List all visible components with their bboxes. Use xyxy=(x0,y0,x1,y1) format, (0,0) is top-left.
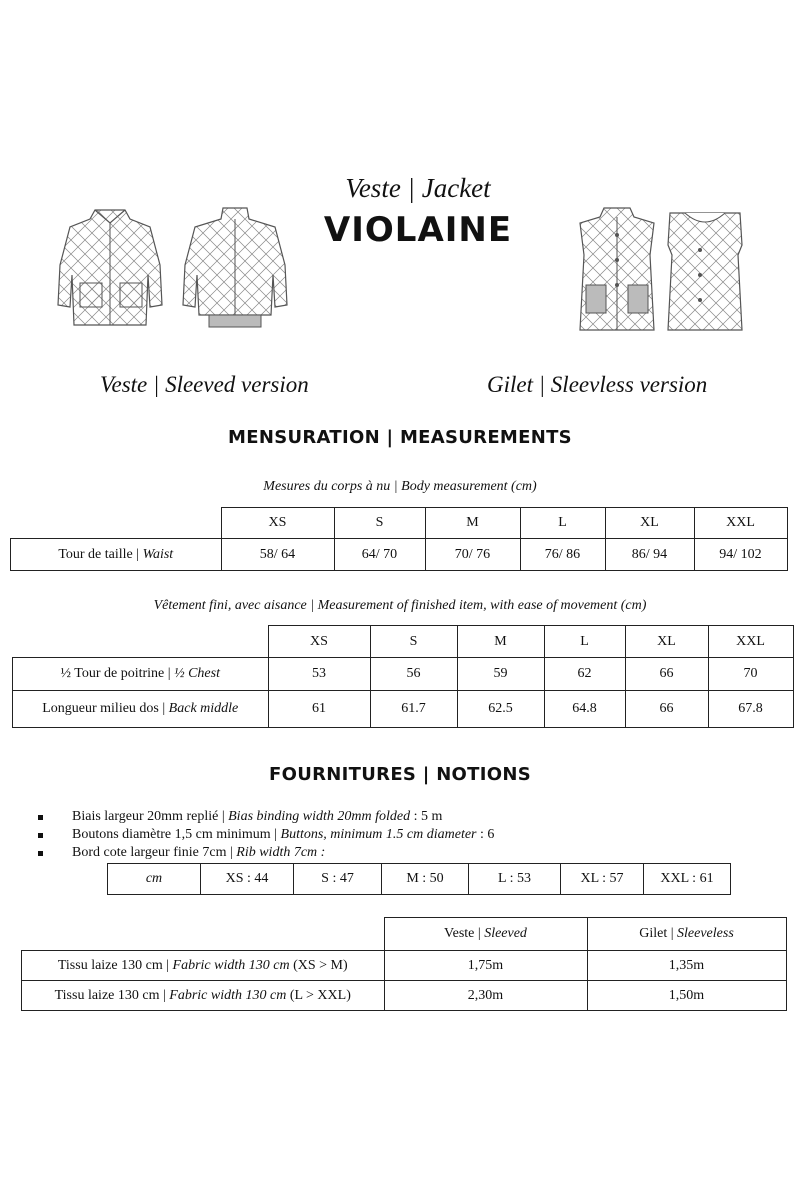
rib-length-table xyxy=(107,863,731,895)
table-corner xyxy=(13,626,269,658)
cell-value: 1,35m xyxy=(587,951,786,981)
cell-value: 70/ 76 xyxy=(425,539,520,571)
cell-value: 94/ 102 xyxy=(694,539,787,571)
size-header: XL xyxy=(605,508,694,539)
fabric-table xyxy=(21,917,787,1011)
size-header: XS xyxy=(268,626,370,658)
size-header: XS xyxy=(221,508,334,539)
cell-value: 56 xyxy=(370,658,457,691)
sleeveless-gilet-front-illustration xyxy=(572,205,662,335)
cell-value: 64.8 xyxy=(544,691,625,728)
table-row xyxy=(13,658,794,691)
cell-value: 1,75m xyxy=(384,951,587,981)
table-corner xyxy=(22,918,385,951)
row-label: Tissu laize 130 cm | Fabric width 130 cm (XS > M) xyxy=(22,951,385,981)
cell-value: 58/ 64 xyxy=(221,539,334,571)
table-row xyxy=(22,981,787,1011)
cell-value: 76/ 86 xyxy=(520,539,605,571)
cell-value: 1,50m xyxy=(587,981,786,1011)
cell-value: 66 xyxy=(625,691,708,728)
fabric-header-sleeved: Veste | Sleeved xyxy=(384,918,587,951)
table-row xyxy=(22,951,787,981)
size-header: S xyxy=(334,508,425,539)
size-header: XXL xyxy=(694,508,787,539)
cell-value: 67.8 xyxy=(708,691,793,728)
size-header: M xyxy=(457,626,544,658)
cell-value: L : 53 xyxy=(469,864,561,895)
sleeved-jacket-front-illustration xyxy=(50,205,170,330)
table-row xyxy=(13,691,794,728)
cell-value: 64/ 70 xyxy=(334,539,425,571)
cell-value: S : 47 xyxy=(294,864,382,895)
notions-heading: FOURNITURES | NOTIONS xyxy=(269,764,531,785)
cell-value: 66 xyxy=(625,658,708,691)
row-label: Longueur milieu dos | Back middle xyxy=(13,691,269,728)
cell-value: XXL : 61 xyxy=(644,864,731,895)
fabric-header-sleeveless: Gilet | Sleeveless xyxy=(587,918,786,951)
body-measurement-note: Mesures du corps à nu | Body measurement (cm) xyxy=(263,479,537,494)
sleeveless-gilet-back-illustration xyxy=(660,205,750,335)
size-header: L xyxy=(544,626,625,658)
measurements-heading: MENSURATION | MEASUREMENTS xyxy=(228,427,572,448)
cell-value: 62 xyxy=(544,658,625,691)
cell-value: 59 xyxy=(457,658,544,691)
cell-value: XL : 57 xyxy=(561,864,644,895)
caption-sleeveless: Gilet | Sleevless version xyxy=(487,372,708,397)
cell-value: 53 xyxy=(268,658,370,691)
size-header: XXL xyxy=(708,626,793,658)
size-header: M xyxy=(425,508,520,539)
sleeved-jacket-back-illustration xyxy=(175,205,295,330)
finished-measurement-table xyxy=(12,625,794,728)
cell-value: 70 xyxy=(708,658,793,691)
size-header: L xyxy=(520,508,605,539)
table-corner xyxy=(11,508,222,539)
cell-value: M : 50 xyxy=(382,864,469,895)
cell-value: XS : 44 xyxy=(201,864,294,895)
cell-value: 2,30m xyxy=(384,981,587,1011)
size-header: XL xyxy=(625,626,708,658)
caption-sleeved: Veste | Sleeved version xyxy=(100,372,309,397)
list-item: Bord cote largeur finie 7cm | Rib width 7cm : xyxy=(36,844,494,862)
notions-list xyxy=(36,808,494,862)
table-row xyxy=(11,539,788,571)
table-row xyxy=(108,864,731,895)
row-label: ½ Tour de poitrine | ½ Chest xyxy=(13,658,269,691)
size-header: S xyxy=(370,626,457,658)
list-item: Biais largeur 20mm replié | Bias binding width 20mm folded : 5 m xyxy=(36,808,494,826)
cell-value: 86/ 94 xyxy=(605,539,694,571)
unit-cell: cm xyxy=(108,864,201,895)
finished-measurement-note: Vêtement fini, avec aisance | Measurement of finished item, with ease of movement (cm) xyxy=(153,598,647,613)
cell-value: 61 xyxy=(268,691,370,728)
list-item: Boutons diamètre 1,5 cm minimum | Buttons, minimum 1.5 cm diameter : 6 xyxy=(36,826,494,844)
cell-value: 61.7 xyxy=(370,691,457,728)
subtitle: Veste | Jacket xyxy=(345,173,491,203)
cell-value: 62.5 xyxy=(457,691,544,728)
row-label: Tissu laize 130 cm | Fabric width 130 cm (L > XXL) xyxy=(22,981,385,1011)
page-title: VIOLAINE xyxy=(323,210,513,250)
row-label: Tour de taille | Waist xyxy=(11,539,222,571)
body-measurement-table xyxy=(10,507,788,571)
